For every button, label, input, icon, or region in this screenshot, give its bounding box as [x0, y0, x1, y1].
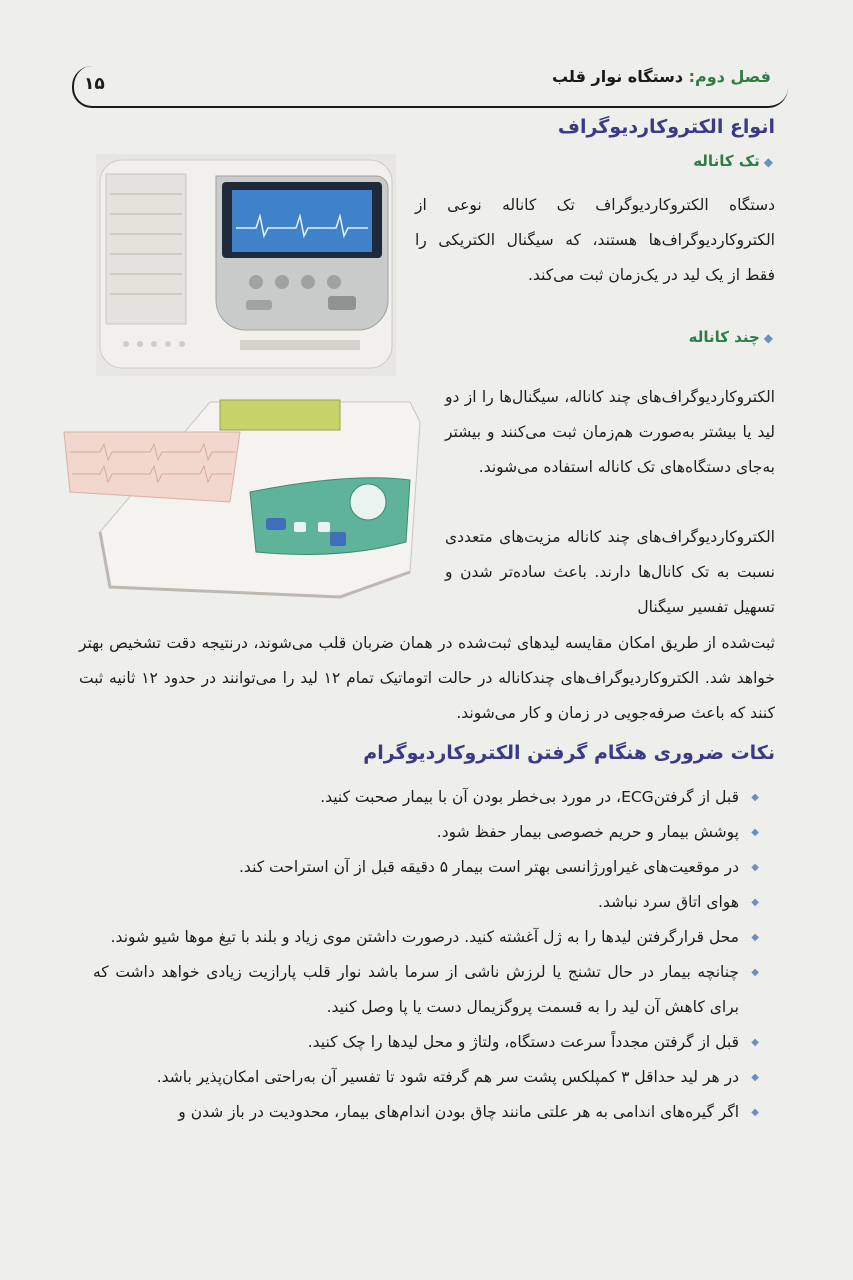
- list-item: ◆ محل قرارگرفتن لیدها را به ژل آغشته کنید. درصورت داشتن موی زیاد و بلند با تیغ موها شیو شوند.: [93, 920, 753, 955]
- paragraph-multi-channel-1: الکتروکاردیوگراف‌های چند کاناله، سیگنال‌ها را از دو لید یا بیشتر به‌صورت هم‌زمان ثبت می‌کنند و بیشتر به‌جای دستگاه‌های تک کاناله استفاده می‌شوند.: [445, 388, 775, 476]
- list-item: ◆ پوشش بیمار و حریم خصوصی بیمار حفظ شود.: [93, 815, 753, 850]
- section-title-tips: نکات ضروری هنگام گرفتن الکتروکاردیوگرام: [363, 742, 775, 764]
- list-item: ◆ هوای اتاق سرد نباشد.: [93, 885, 753, 920]
- bullet-icon: ◆: [763, 155, 773, 169]
- chapter-title: [552, 67, 771, 86]
- tips-list: [93, 780, 753, 1130]
- single-channel-ecg-image: [96, 154, 396, 376]
- list-item: ◆ قبل از گرفتن مجدداً سرعت دستگاه، ولتاژ و محل لیدها را چک کنید.: [93, 1025, 753, 1060]
- paragraph-multi-channel-3: ثبت‌شده از طریق امکان مقایسه لیدهای ثبت‌شده در همان ضربان قلب می‌شوند، درنتیجه دقت تشخیص بهتر خواهد شد. الکتروکاردیوگراف‌های چندکاناله در حالت اتوماتیک تمام ۱۲ لید را می‌توانند در حدود ۱۲ ثانیه ثبت کنند که باعث صرفه‌جویی در زمان و کار می‌شوند.: [79, 634, 776, 722]
- list-item: ◆ در موقعیت‌های غیراورژانسی بهتر است بیمار ۵ دقیقه قبل از آن استراحت کند.: [93, 850, 753, 885]
- multi-channel-ecg-image: [60, 392, 430, 614]
- paragraph-multi-channel-2: الکتروکاردیوگراف‌های چند کاناله مزیت‌های متعددی نسبت به تک کانال‌ها دارند. باعث ساده‌تر شدن و تسهیل تفسیر سیگنال: [445, 528, 775, 616]
- heading-multi-channel: ◆چند کاناله: [688, 328, 773, 346]
- chapter-name: دستگاه نوار قلب: [551, 67, 684, 86]
- bullet-icon: ◆: [763, 331, 773, 345]
- paragraph-single-channel: دستگاه الکتروکاردیوگراف تک کاناله نوعی از الکتروکاردیوگراف‌ها هستند، که سیگنال الکتریکی را فقط از یک لید در یک‌زمان ثبت می‌کند.: [415, 196, 775, 284]
- list-item: ◆ قبل از گرفتن‌ECG، در مورد بی‌خطر بودن آن با بیمار صحبت کنید.: [93, 780, 753, 815]
- chapter-label: فصل دوم:: [688, 67, 771, 86]
- heading-single-channel: ◆تک کاناله: [693, 152, 773, 170]
- list-item: ◆ اگر گیره‌های اندامی به هر علتی مانند چاق بودن اندام‌های بیمار، محدودیت در باز شدن و: [93, 1095, 753, 1130]
- list-item: ◆ در هر لید حداقل ۳ کمپلکس پشت سر هم گرفته شود تا تفسیر آن به‌راحتی امکان‌پذیر باشد.: [93, 1060, 753, 1095]
- section-title-types: انواع الکتروکاردیوگراف: [557, 116, 775, 138]
- page-number: ۱۵: [84, 74, 105, 94]
- list-item: ◆ چنانچه بیمار در حال تشنج یا لرزش ناشی از سرما باشد نوار قلب پارازیت زیادی خواهد داشت که برای کاهش آن لید را به قسمت پروگزیمال دست یا پا وصل کنید.: [93, 955, 753, 1025]
